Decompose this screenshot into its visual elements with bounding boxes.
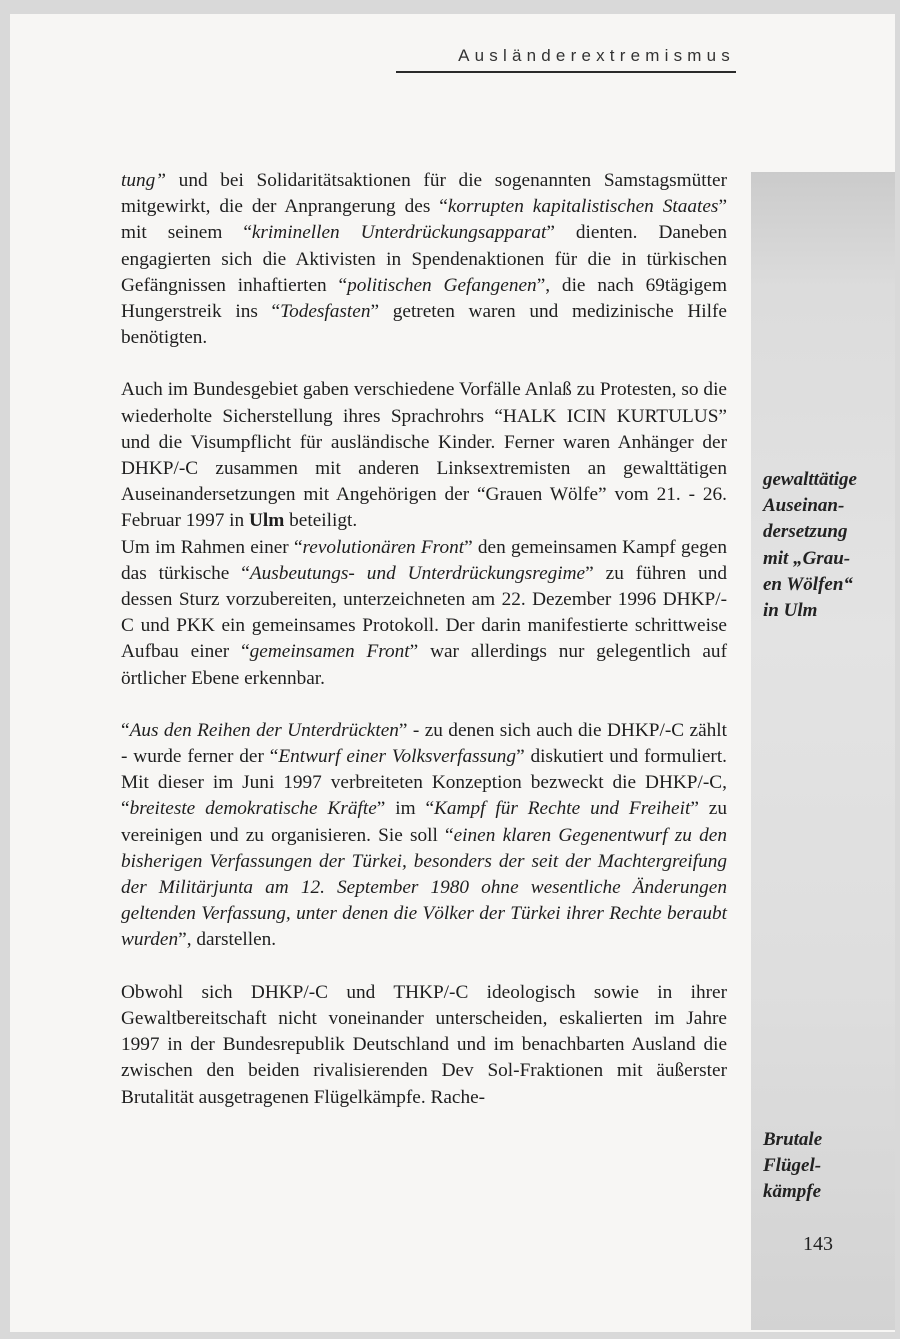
text-run: ” den gemeinsamen Kampf gegen das türkische “ xyxy=(121,536,727,584)
text-run: ” getreten waren und medizinische Hilfe benötigten. xyxy=(121,301,727,349)
emphasis-text: Kampf für Rechte und Freiheit xyxy=(434,798,691,820)
text-run: ” mit seinem “ xyxy=(121,196,727,244)
text-run: Obwohl sich DHKP/-C und THKP/-C ideologisch sowie in ihrer Gewaltbereitschaft nicht voneinander unterscheiden, eskalierten im Jahre 1997 in der Bundesrepublik Deutschland und im benachbarten Ausland die zwischen den beiden rivalisierenden Dev Sol-Fraktionen mit äußerster Brutalität ausgetragenen Flügelkämpfe. Rache- xyxy=(121,981,727,1108)
emphasis-text: gemeinsamen Front xyxy=(249,641,410,663)
paragraph xyxy=(121,980,727,1111)
text-run: ”, die nach 69tägigem Hungerstreik ins “ xyxy=(121,274,727,323)
emphasis-text: Ausbeutungs- und Unterdrückungsregime xyxy=(249,562,586,584)
page-number: 143 xyxy=(803,1233,833,1255)
margin-note-line: Flügel- xyxy=(763,1155,822,1177)
emphasis-text: revolutionären Front xyxy=(302,536,465,558)
margin-note-line: mit „Grau- xyxy=(763,547,851,569)
text-run: ” - zu denen sich auch die DHKP/-C zählt - wurde ferner der “ xyxy=(121,719,727,768)
emphasis-text: einen klaren Gegenentwurf zu den bisherigen Verfassungen der Türkei, besonders der seit der Machtergreifung der Militärjunta am 12. September 1980 ohne wesentliche Änderungen geltenden Verfassung, unter denen die Völker der Türkei ihrer Rechte beraubt wurden xyxy=(121,824,727,951)
emphasis-text: Todesfasten xyxy=(280,301,371,323)
margin-note-line: gewalttätige xyxy=(763,469,857,490)
text-run: “ xyxy=(121,719,130,741)
emphasis-text: kriminellen Unterdrückungsapparat xyxy=(251,222,547,244)
text-run: ” zu vereinigen und zu organisieren. Sie soll “ xyxy=(121,798,727,846)
emphasis-text: politischen Gefangenen xyxy=(347,274,537,296)
margin-note-line: dersetzung xyxy=(763,521,848,543)
text-run: und bei Solidaritätsaktionen für die sogenannten Samstagsmütter mitgewirkt, die der Anprangerung des “ xyxy=(121,170,727,218)
text-run: beteiligt. xyxy=(284,510,358,532)
paragraph xyxy=(121,718,727,954)
running-header: Ausländerextremismus xyxy=(458,46,735,65)
paragraph xyxy=(121,168,727,351)
text-run: ” zu führen und dessen Sturz vorzubereiten, unterzeichneten am 22. Dezember 1996 DHKP/-C und PKK ein gemeinsames Protokoll. Der darin manifestierte schrittweise Aufbau einer “ xyxy=(121,562,727,663)
margin-note-fluegelkaempfe xyxy=(763,1127,893,1206)
margin-note-ulm xyxy=(763,467,893,624)
paragraph xyxy=(121,377,727,534)
text-run: ” war allerdings nur gelegentlich auf örtlicher Ebene erkennbar. xyxy=(121,641,727,689)
header-rule xyxy=(396,71,736,73)
text-run: ”, darstellen. xyxy=(178,929,277,951)
text-run: ” diskutiert und formuliert. Mit dieser im Juni 1997 verbreiteten Konzeption bezweckt die DHKP/-C, “ xyxy=(121,746,727,820)
emphasis-text: breiteste demokratische Kräfte xyxy=(129,798,377,820)
margin-note-line: Brutale xyxy=(763,1129,823,1150)
text-run: ” dienten. Daneben engagierten sich die Aktivisten in Spendenaktionen für die in türkischen Gefängnissen inhaftierten “ xyxy=(121,222,727,296)
emphasis-text: Entwurf einer Volksverfassung xyxy=(278,746,517,768)
emphasis-text: Aus den Reihen der Unterdrückten xyxy=(129,719,399,741)
text-run: ” im “ xyxy=(376,798,435,820)
emphasis-text: korrupten kapitalistischen Staates xyxy=(447,196,719,218)
text-run: Auch im Bundesgebiet gaben verschiedene Vorfälle Anlaß zu Protesten, so die wiederholte Sicherstellung ihres Sprachrohrs “HALK ICIN KURTULUS” und die Visumpflicht für ausländische Kinder. Ferner waren Anhänger der DHKP/-C zusammen mit anderen Linksextremisten an gewalttätigen Auseinandersetzungen mit Angehörigen der “Grauen Wölfe” vom 21. - 26. Februar 1997 in xyxy=(121,379,727,532)
paragraph xyxy=(121,535,727,692)
text-run: Um im Rahmen einer “ xyxy=(121,536,303,558)
margin-note-line: in Ulm xyxy=(763,600,818,622)
body-text xyxy=(121,168,727,1137)
margin-note-line: en Wölfen“ xyxy=(763,573,853,595)
margin-note-line: kämpfe xyxy=(763,1181,822,1203)
emphasis-text: tung” xyxy=(121,170,167,191)
margin-note-line: Auseinan- xyxy=(763,495,845,517)
bold-text: Ulm xyxy=(248,510,285,532)
